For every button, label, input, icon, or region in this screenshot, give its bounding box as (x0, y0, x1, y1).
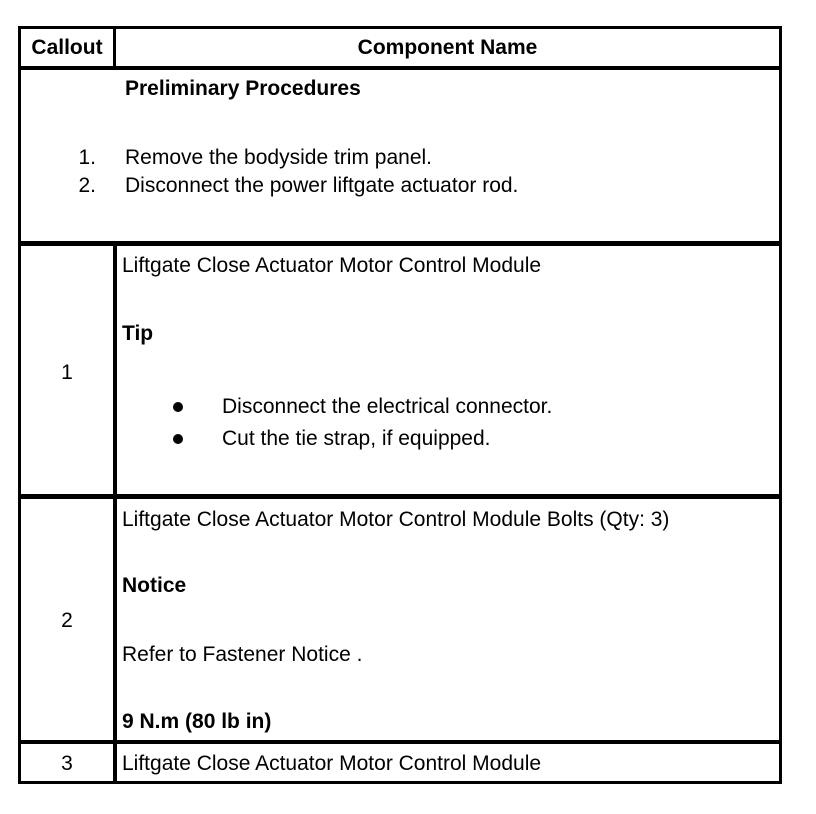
torque-spec: 9 N.m (80 lb in) (122, 710, 272, 733)
header-callout: Callout (31, 36, 103, 59)
row-1-divider (18, 494, 782, 499)
table-top-border (18, 26, 782, 29)
header-component-name: Component Name (357, 36, 538, 59)
component-name-3: Liftgate Close Actuator Motor Control Module (122, 752, 542, 775)
bullet-2 (173, 434, 183, 444)
step-text-2: Disconnect the power liftgate actuator rod. (125, 174, 519, 197)
step-text-1: Remove the bodyside trim panel. (125, 146, 432, 169)
table-right-border (779, 26, 782, 784)
callout-2: 2 (61, 609, 73, 632)
table-left-border (18, 26, 21, 784)
bullet-1 (173, 402, 183, 412)
table-bottom-border (18, 781, 782, 784)
row-2-divider (18, 740, 782, 744)
component-name-2: Liftgate Close Actuator Motor Control Module Bolts (Qty: 3) (122, 508, 670, 531)
step-number-2: 2. (78, 174, 96, 197)
callout-3: 3 (61, 752, 73, 775)
preliminary-divider (18, 241, 782, 246)
callout-1: 1 (61, 361, 73, 384)
header-divider (18, 66, 782, 70)
notice-text: Refer to Fastener Notice . (122, 643, 363, 666)
tip-label: Tip (122, 322, 154, 345)
tip-bullet-text-2: Cut the tie strap, if equipped. (222, 427, 491, 450)
component-name-1: Liftgate Close Actuator Motor Control Module (122, 254, 542, 277)
notice-label: Notice (122, 574, 187, 597)
preliminary-title: Preliminary Procedures (125, 77, 361, 100)
step-number-1: 1. (78, 146, 96, 169)
tip-bullet-text-1: Disconnect the electrical connector. (222, 395, 553, 418)
column-divider-body (113, 241, 117, 784)
